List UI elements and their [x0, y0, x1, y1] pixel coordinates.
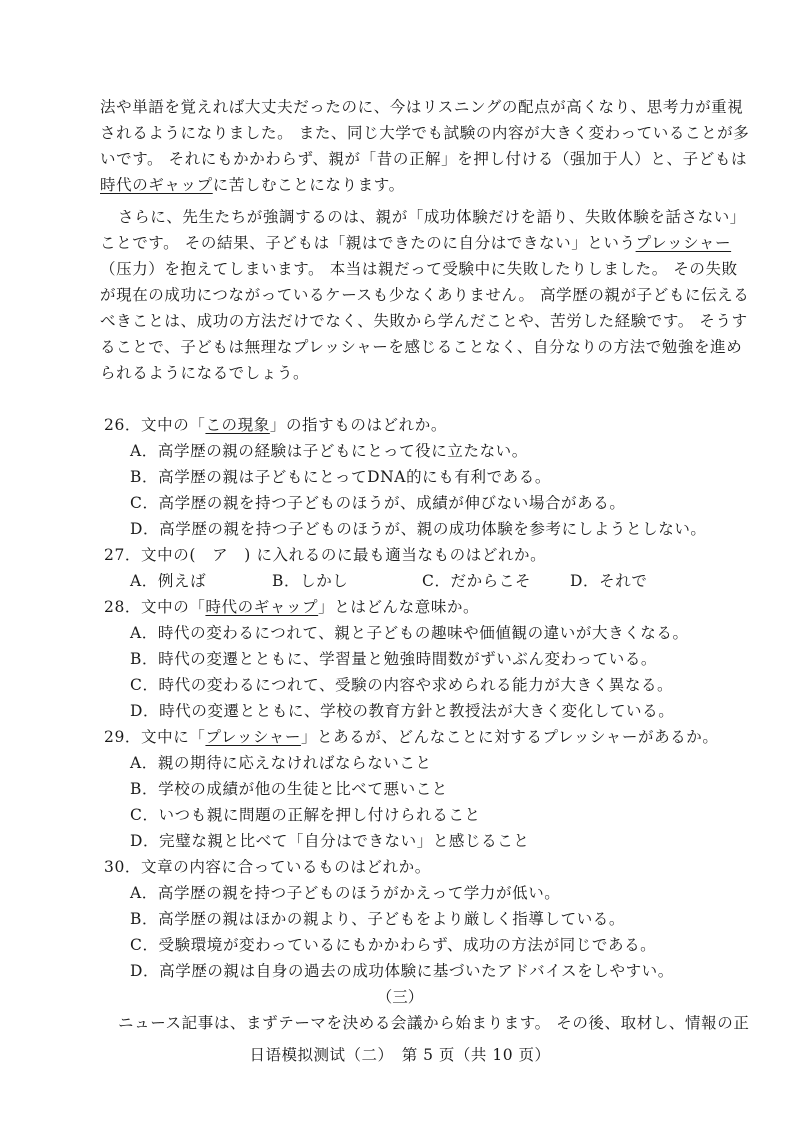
- option-a: A．高学歴の親の経験は子どもにとって役に立たない。: [130, 442, 528, 460]
- passage-line: さらに、先生たちが強調するのは、親が「成功体験だけを語り、失敗体験を話さない」: [118, 208, 746, 226]
- section-heading: （三）: [376, 988, 424, 1006]
- question-27-stem: 27．文中の( ア ) に入れるのに最も適当なものはどれか。: [104, 546, 547, 564]
- underlined-phrase: プレッシャー: [205, 728, 301, 746]
- option-a: A．高学歴の親を持つ子どものほうがかえって学力が低い。: [130, 884, 561, 902]
- question-30-stem: 30．文章の内容に合っているものはどれか。: [104, 858, 431, 876]
- passage-line: ニュース記事は、まずテーマを決める会議から始まります。 その後、取材し、情報の正: [118, 1014, 750, 1032]
- option-a: A．時代の変わるにつれて、親と子どもの趣味や価値観の違いが大きくなる。: [130, 624, 689, 642]
- stem-text: 29．文中に「: [104, 728, 206, 746]
- passage-line: 法や単語を覚えれば大丈夫だったのに、今はリスニングの配点が高くなり、思考力が重視: [100, 98, 744, 116]
- question-28-stem: [104, 594, 704, 620]
- stem-text: 28．文中の「: [104, 598, 206, 616]
- passage-line: が現在の成功につながっているケースも少なくありません。 高学歴の親が子どもに伝える: [100, 286, 750, 304]
- option-a: A．例えば: [130, 572, 207, 590]
- passage-line: られるようになるでしょう。: [100, 364, 310, 382]
- option-d: D．それで: [570, 572, 648, 590]
- question-27-options: [130, 568, 690, 594]
- option-c: C．高学歴の親を持つ子どものほうが、成績が伸びない場合がある。: [130, 494, 626, 512]
- option-b: B．学校の成績が他の生徒と比べて悪いこと: [130, 780, 448, 798]
- option-d: D．高学歴の親は自身の過去の成功体験に基づいたアドバイスをしやすい。: [130, 962, 674, 980]
- option-a: A．親の期待に応えなければならないこと: [130, 754, 432, 772]
- passage-text: ことです。 その結果、子どもは「親はできたのに自分はできない」という: [100, 234, 636, 252]
- page-footer: 日语模拟测试（二） 第 5 页（共 10 页）: [249, 1046, 551, 1064]
- passage-line: （压力）を抱えてしまいます。 本当は親だって受験中に失敗したりしました。 その失敗: [100, 260, 738, 278]
- stem-text: 」とはどんな意味か。: [318, 598, 480, 616]
- underlined-phrase: 時代のギャップ: [100, 176, 213, 194]
- option-d: D．完璧な親と比べて「自分はできない」と感じること: [130, 832, 530, 850]
- option-d: D．高学歴の親を持つ子どものほうが、親の成功体験を参考にしようとしない。: [130, 520, 707, 538]
- underlined-phrase: 時代のギャップ: [205, 598, 319, 616]
- option-b: B．高学歴の親はほかの親より、子どもをより厳しく指導している。: [130, 910, 625, 928]
- passage-line: ることで、子どもは無理なプレッシャーを感じることなく、自分なりの方法で勉強を進め: [100, 338, 743, 356]
- stem-text: 」の指すものはどれか。: [269, 416, 447, 434]
- passage-text: に苦しむことになります。: [212, 176, 405, 194]
- stem-text: 26．文中の「: [104, 416, 206, 434]
- underlined-phrase: プレッシャー: [635, 234, 732, 252]
- option-c: C．受験環境が変わっているにもかかわらず、成功の方法が同じである。: [130, 936, 657, 954]
- option-b: B．高学歴の親は子どもにとってDNA的にも有利である。: [130, 468, 551, 486]
- option-b: B．時代の変遷とともに、学習量と勉強時間数がずいぶん変わっている。: [130, 650, 658, 668]
- question-26-stem: [104, 412, 704, 438]
- option-c: C．時代の変わるにつれて、受験の内容や求められる能力が大きく異なる。: [130, 676, 674, 694]
- passage-line: べきことは、成功の方法だけでなく、失敗から学んだことや、苦労した経験です。 そうす: [100, 312, 748, 330]
- underlined-phrase: この現象: [205, 416, 270, 434]
- passage-line: [100, 230, 732, 256]
- passage-line: されるようになりました。 また、同じ大学でも試験の内容が大きく変わっていることが多: [100, 124, 750, 142]
- question-29-stem: [104, 724, 719, 750]
- option-b: B．しかし: [272, 572, 349, 590]
- option-d: D．時代の変遷とともに、学校の教育方針と教授法が大きく変化している。: [130, 702, 675, 720]
- passage-line: [100, 172, 700, 198]
- stem-text: 」とあるが、どんなことに対するプレッシャーがあるか。: [300, 728, 719, 746]
- option-c: C．いつも親に問題の正解を押し付けられること: [130, 806, 481, 824]
- option-c: C．だからこそ: [422, 572, 532, 590]
- passage-line: いです。 それにもかかわらず、親が「昔の正解」を押し付ける（强加于人）と、子どもは: [100, 150, 748, 168]
